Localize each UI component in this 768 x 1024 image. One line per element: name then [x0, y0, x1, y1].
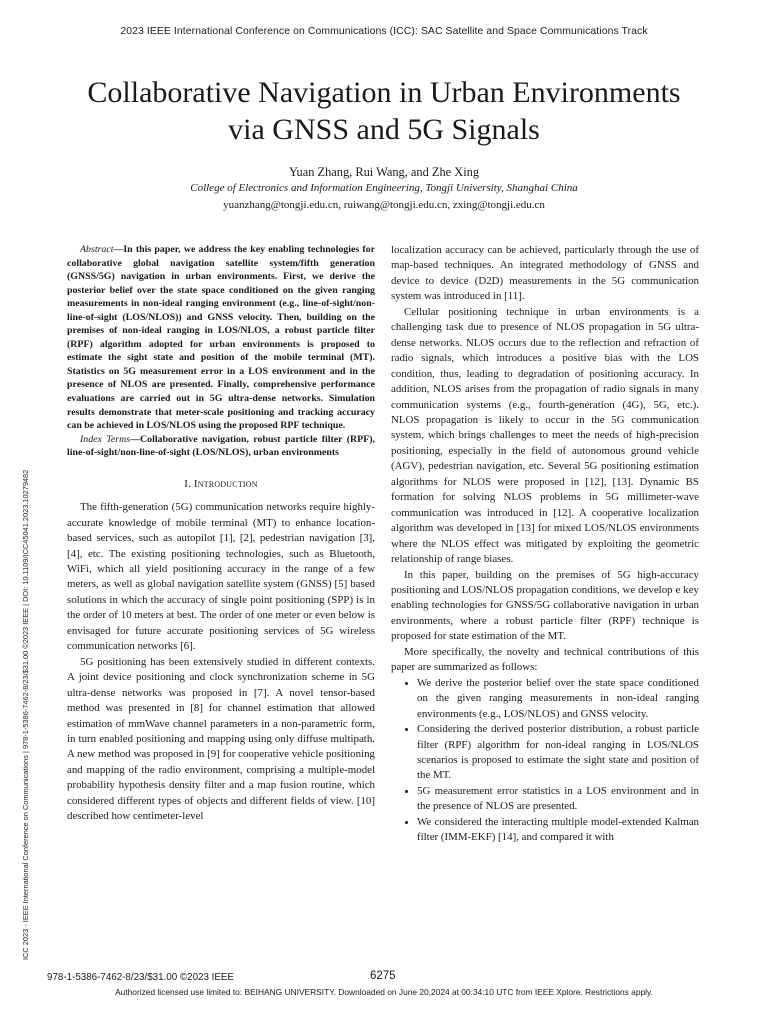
side-doi-note: ICC 2023 - IEEE International Conference on Communications | 978-1-5386-7462-8/23/$31.00 ©2023 IEEE | DOI: 10.1109/ICC45041.2023.10279482 — [21, 469, 30, 960]
list-item: • Considering the derived posterior distribution, a robust particle filter (RPF) algorithm for non-ideal ranging in LOS/NLOS scenarios is proposed to estimate the sight state and position of the MT. — [417, 722, 699, 784]
list-item: • 5G measurement error statistics in a LOS environment and in the presence of NLOS are presented. — [417, 784, 699, 815]
list-item: • We considered the interacting multiple model-extended Kalman filter (IMM-EKF) [14], and compared it with — [417, 815, 699, 846]
index-terms-text: —Collaborative navigation, robust particle filter (RPF), line-of-sight/non-line-of-sight (LOS/NLOS), urban environments — [67, 433, 375, 459]
abstract-text: —In this paper, we address the key enabling technologies for collaborative global navigation satellite system/fifth generation (GNSS/5G) navigation in urban environments. First, we derive the posterior belief over the state space conditioned on the given ranging measurements in non-ideal ranging environment (e.g., line-of-sight/non-line-of-sight (LOS/NLOS)) and GNSS velocity. Then, building on the premises of non-ideal ranging in LOS/NLOS, a robust particle filter (RPF) algorithm adopted for urban environments is proposed to estimate the sight state and position of the mobile terminal (MT). Statistics on 5G measurement error in a LOS environment and in the presence of NLOS are presented. Finally, comprehensive performance evaluations are carried out in 5G ultra-dense networks. Simulation results demonstrate that meter-scale positioning and tracking accuracy can be achieved in LOS/NLOS using the proposed RPF technique. — [67, 244, 375, 432]
intro-paragraph-2-cont: localization accuracy can be achieved, particularly through the use of map-based techniques. An integrated methodology of GNSS and device to device (D2D) measurements in the 5G communication system was introduced in [11]. — [391, 244, 699, 303]
section-heading-introduction: I. Introduction — [184, 477, 258, 490]
abstract — [67, 243, 375, 433]
conference-header: 2023 IEEE International Conference on Communications (ICC): SAC Satellite and Space Communications Track — [120, 26, 648, 37]
license-note: Authorized licensed use limited to: BEIHANG UNIVERSITY. Downloaded on June 20,2024 at 00:34:10 UTC from IEEE Xplore. Restrictions apply. — [115, 987, 653, 997]
intro-paragraph-5: More specifically, the novelty and technical contributions of this paper are summarized as follows: — [391, 645, 699, 674]
intro-paragraph-3: Cellular positioning technique in urban environments is a challenging task due to presence of NLOS propagation in 5G ultra-dense networks. NLOS occurs due to the reflection and refraction of radio signals, which introduces a positive bias with the LOS condition, thus, leading to degradation of positioning accuracy. In addition, NLOS arises from the propagation of radio signals in many communication systems (e.g., fourth-generation (4G), 5G, etc.). NLOS propagation is likely to occur in the 5G communication system, which brings challenges to meet the needs of high-precision positioning, especially in the field of autonomous ground vehicle (AGV), pedestrian navigation, etc. Several 5G positioning estimation algorithms for NLOS were proposed in [12], [13]. Dynamic BS formation for solving NLOS problems in 5G millimeter-wave communication was introduced in [12]. A cooperative localization algorithm was developed in [13] for mixed LOS/NLOS environments where the NLOS effect was mitigated by exploiting the geometric relationship of range biases. — [391, 305, 699, 566]
index-terms-label: Index Terms — [80, 433, 131, 445]
title-line-2: via GNSS and 5G Signals — [228, 113, 540, 146]
author-emails: yuanzhang@tongji.edu.cn, ruiwang@tongji.edu.cn, zxing@tongji.edu.cn — [223, 199, 545, 211]
abstract-label: Abstract — [80, 244, 114, 255]
page-number: 6275 — [370, 970, 396, 982]
list-item: • We derive the posterior belief over the state space conditioned on the given ranging measurements in non-ideal ranging environments (e.g., LOS/NLOS) and GNSS velocity. — [417, 676, 699, 722]
right-column — [391, 243, 699, 846]
intro-paragraph-2: 5G positioning has been extensively studied in different contexts. A joint device positioning and clock synchronization scheme in 5G ultra-dense networks was proposed in [7]. A novel tensor-based method was presented in [8] for channel estimation that allowed estimation of mmWave channel parameters in a non-parametric form, in turn enabled positioning and mapping using only diffuse multipath. A new method was proposed in [9] for cooperative vehicle positioning and mapping of the radio environment, comprising a multiple-model probability hypothesis density filter and a map fusion routine, which considered different types of objects and different fields of view. [10] described how centimeter-level — [67, 655, 375, 823]
index-terms — [67, 433, 375, 460]
intro-paragraph-1: The fifth-generation (5G) communication networks require highly-accurate knowledge of mobile terminal (MT) to enhance location-based services, such as autopilot [1], [2], pedestrian navigation [3], [4], etc. The existing positioning technologies, such as Bluetooth, WiFi, which all yield positioning accuracy in the range of a few meters, as well as global navigation satellite system (GNSS) [5] based solutions in which the accuracy of single point positioning (SPP) is in the order of 10 meters at best. The order of one meter or even below is envisaged for future accurate positioning services of 5G wireless communication networks [6]. — [67, 501, 375, 653]
title-line-1: Collaborative Navigation in Urban Environments — [87, 76, 681, 109]
paper-title — [40, 74, 728, 148]
intro-paragraph-4: In this paper, building on the premises of 5G high-accuracy positioning and LOS/NLOS propagation conditions, we develop e key enabling technologies for GNSS/5G collaborative navigation in urban environments, where a robust particle filter (RPF) technique is proposed for state estimation of the MT. — [391, 568, 699, 643]
left-column — [67, 243, 375, 825]
affiliation: College of Electronics and Information Engineering, Tongji University, Shanghai China — [190, 182, 578, 194]
contributions-list — [391, 676, 699, 846]
footer-isbn: 978-1-5386-7462-8/23/$31.00 ©2023 IEEE — [47, 972, 234, 983]
author-list: Yuan Zhang, Rui Wang, and Zhe Xing — [288, 165, 480, 179]
